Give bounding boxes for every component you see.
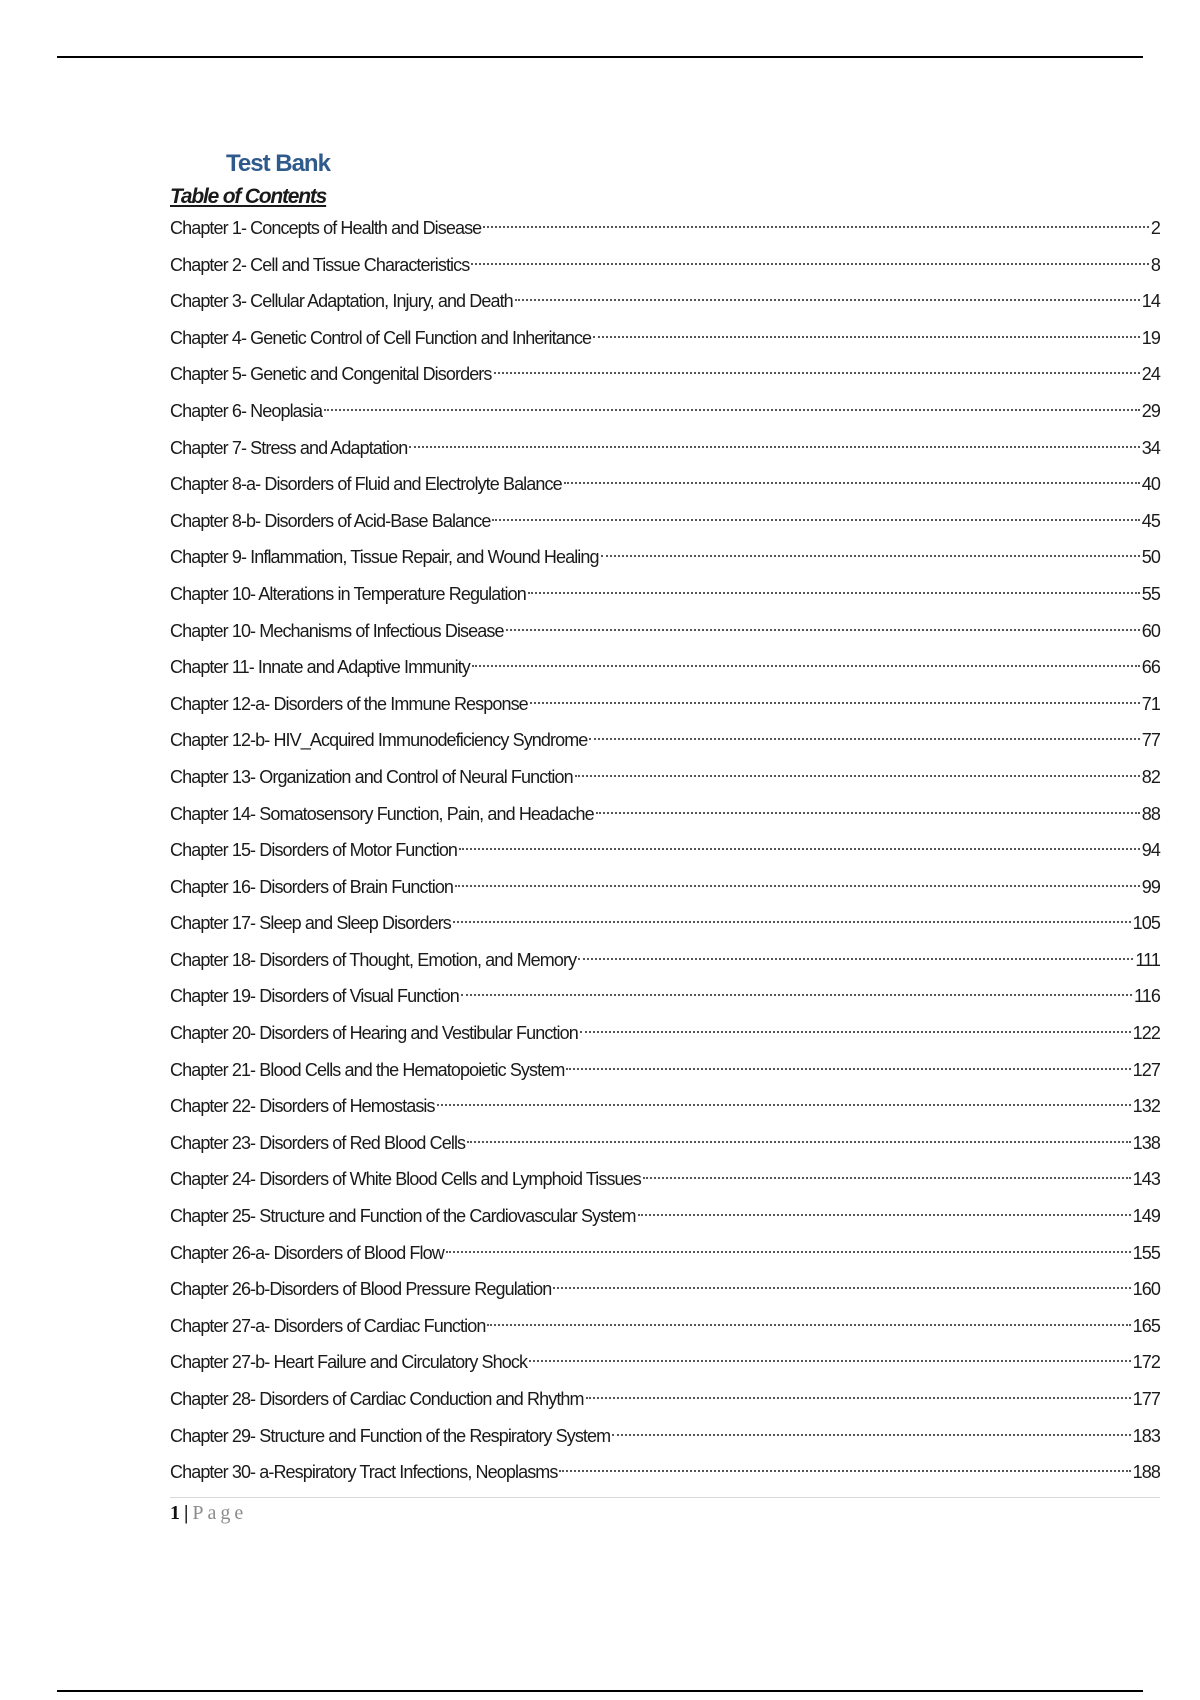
toc-entry-label: Chapter 19- Disorders of Visual Function bbox=[170, 986, 459, 1007]
toc-entry[interactable] bbox=[170, 613, 1160, 650]
toc-dot-leader bbox=[472, 665, 1140, 667]
toc-entry[interactable] bbox=[170, 576, 1160, 613]
toc-entry-label: Chapter 29- Structure and Function of the Respiratory System bbox=[170, 1425, 611, 1446]
toc-entry-page: 71 bbox=[1141, 693, 1160, 714]
toc-entry[interactable] bbox=[170, 356, 1160, 393]
toc-dot-leader bbox=[471, 263, 1149, 265]
toc-dot-leader bbox=[324, 409, 1140, 411]
toc-entry-label: Chapter 5- Genetic and Congenital Disorders bbox=[170, 364, 492, 385]
toc-entry-page: 99 bbox=[1141, 876, 1160, 897]
toc-entry[interactable] bbox=[170, 210, 1160, 247]
toc-entry[interactable] bbox=[170, 1161, 1160, 1198]
toc-dot-leader bbox=[578, 958, 1133, 960]
toc-dot-leader bbox=[559, 1470, 1130, 1472]
toc-entry-label: Chapter 15- Disorders of Motor Function bbox=[170, 840, 458, 861]
toc-dot-leader bbox=[453, 921, 1131, 923]
toc-entry-page: 188 bbox=[1132, 1462, 1160, 1483]
top-rule bbox=[57, 56, 1143, 58]
toc-entry-label: Chapter 26-b-Disorders of Blood Pressure Regulation bbox=[170, 1279, 552, 1300]
toc-entry[interactable] bbox=[170, 1344, 1160, 1381]
toc-dot-leader bbox=[564, 482, 1140, 484]
toc-entry-label: Chapter 4- Genetic Control of Cell Function and Inheritance bbox=[170, 327, 592, 348]
toc-entry-page: 132 bbox=[1132, 1096, 1160, 1117]
toc-dot-leader bbox=[437, 1104, 1131, 1106]
toc-entry-page: 94 bbox=[1141, 840, 1160, 861]
toc-dot-leader bbox=[528, 592, 1140, 594]
toc-entry-page: 155 bbox=[1132, 1242, 1160, 1263]
toc-entry-label: Chapter 1- Concepts of Health and Disease bbox=[170, 218, 482, 238]
toc-dot-leader bbox=[638, 1214, 1131, 1216]
toc-entry-label: Chapter 9- Inflammation, Tissue Repair, and Wound Healing bbox=[170, 547, 599, 568]
toc-entry-label: Chapter 2- Cell and Tissue Characteristics bbox=[170, 254, 470, 275]
toc-dot-leader bbox=[461, 994, 1132, 996]
toc-entry-page: 60 bbox=[1141, 620, 1160, 641]
toc-entry[interactable] bbox=[170, 686, 1160, 723]
toc-entry[interactable] bbox=[170, 503, 1160, 540]
toc-dot-leader bbox=[487, 1324, 1130, 1326]
toc-entry[interactable] bbox=[170, 869, 1160, 906]
toc-entry[interactable] bbox=[170, 1015, 1160, 1052]
toc-entry[interactable] bbox=[170, 1418, 1160, 1455]
footer-separator: | bbox=[184, 1502, 189, 1524]
toc-entry[interactable] bbox=[170, 1088, 1160, 1125]
toc-entry[interactable] bbox=[170, 759, 1160, 796]
toc-entry-label: Chapter 24- Disorders of White Blood Cells and Lymphoid Tissues bbox=[170, 1169, 641, 1190]
toc-entry[interactable] bbox=[170, 430, 1160, 467]
toc-entry-page: 24 bbox=[1141, 364, 1160, 385]
toc-entry-label: Chapter 11- Innate and Adaptive Immunity bbox=[170, 657, 470, 678]
toc-entry-label: Chapter 30- a-Respiratory Tract Infections, Neoplasms bbox=[170, 1462, 558, 1483]
toc-entry-label: Chapter 17- Sleep and Sleep Disorders bbox=[170, 913, 451, 934]
toc-entry-page: 82 bbox=[1141, 766, 1160, 787]
toc-dot-leader bbox=[589, 738, 1139, 740]
toc-entry[interactable] bbox=[170, 1308, 1160, 1345]
page-number: 1 bbox=[170, 1502, 180, 1524]
toc-entry-label: Chapter 26-a- Disorders of Blood Flow bbox=[170, 1242, 444, 1263]
bottom-rule bbox=[57, 1690, 1143, 1692]
toc-entry-page: 29 bbox=[1141, 400, 1160, 421]
toc-entry-label: Chapter 23- Disorders of Red Blood Cells bbox=[170, 1132, 466, 1153]
toc-entry-page: 160 bbox=[1132, 1279, 1160, 1300]
toc-entry-label: Chapter 21- Blood Cells and the Hematopoietic System bbox=[170, 1059, 565, 1080]
toc-entry-label: Chapter 14- Somatosensory Function, Pain, and Headache bbox=[170, 803, 594, 824]
toc-entry[interactable] bbox=[170, 1235, 1160, 1272]
toc-entry[interactable] bbox=[170, 1125, 1160, 1162]
toc-entry-label: Chapter 10- Mechanisms of Infectious Disease bbox=[170, 620, 504, 641]
toc-entry-label: Chapter 8-a- Disorders of Fluid and Electrolyte Balance bbox=[170, 474, 562, 495]
toc-entry-page: 14 bbox=[1141, 291, 1160, 312]
toc-entry-label: Chapter 18- Disorders of Thought, Emotion, and Memory bbox=[170, 949, 577, 970]
toc-entry-page: 138 bbox=[1132, 1132, 1160, 1153]
toc-entry-page: 88 bbox=[1141, 803, 1160, 824]
toc-entry-page: 34 bbox=[1141, 437, 1160, 458]
toc-entry-label: Chapter 7- Stress and Adaptation bbox=[170, 437, 408, 458]
toc-dot-leader bbox=[409, 446, 1139, 448]
toc-entry-label: Chapter 12-b- HIV_Acquired Immunodeficiency Syndrome bbox=[170, 730, 588, 751]
toc-dot-leader bbox=[580, 1031, 1131, 1033]
toc-entry-page: 143 bbox=[1132, 1169, 1160, 1190]
toc-entry[interactable] bbox=[170, 832, 1160, 869]
toc-entry-label: Chapter 13- Organization and Control of Neural Function bbox=[170, 766, 573, 787]
toc-entry-label: Chapter 22- Disorders of Hemostasis bbox=[170, 1096, 435, 1117]
toc-dot-leader bbox=[586, 1397, 1131, 1399]
toc-entry-page: 66 bbox=[1141, 657, 1160, 678]
toc-dot-leader bbox=[506, 629, 1140, 631]
toc-entry-label: Chapter 20- Disorders of Hearing and Vestibular Function bbox=[170, 1023, 578, 1044]
toc-entry-page: 8 bbox=[1150, 254, 1160, 275]
toc-entry[interactable] bbox=[170, 466, 1160, 503]
toc-dot-leader bbox=[596, 812, 1140, 814]
toc-dot-leader bbox=[575, 775, 1140, 777]
toc-entry-page: 127 bbox=[1132, 1059, 1160, 1080]
toc-dot-leader bbox=[492, 519, 1139, 521]
toc-entry-page: 111 bbox=[1135, 949, 1160, 970]
toc-entry-label: Chapter 25- Structure and Function of the Cardiovascular System bbox=[170, 1206, 636, 1227]
toc-dot-leader bbox=[483, 226, 1149, 228]
toc-entry-page: 105 bbox=[1132, 913, 1160, 934]
toc-entry-page: 40 bbox=[1141, 474, 1160, 495]
toc-entry-page: 116 bbox=[1134, 986, 1160, 1007]
toc-dot-leader bbox=[446, 1251, 1131, 1253]
toc-heading: Table of Contents bbox=[170, 185, 327, 208]
toc-entry-label: Chapter 10- Alterations in Temperature Regulation bbox=[170, 583, 526, 604]
page-word: Page bbox=[192, 1502, 248, 1524]
toc-entry-page: 122 bbox=[1132, 1023, 1160, 1044]
page-footer bbox=[170, 1502, 247, 1525]
toc-dot-leader bbox=[467, 1141, 1131, 1143]
toc-entry[interactable] bbox=[170, 247, 1160, 284]
document-title: Test Bank bbox=[226, 150, 330, 177]
toc-entry-label: Chapter 27-a- Disorders of Cardiac Function bbox=[170, 1315, 486, 1336]
footer-divider bbox=[170, 1497, 1160, 1498]
toc-entry[interactable] bbox=[170, 1198, 1160, 1235]
toc-entry-page: 50 bbox=[1141, 547, 1160, 568]
toc-entry-label: Chapter 12-a- Disorders of the Immune Response bbox=[170, 693, 528, 714]
toc-entry-page: 172 bbox=[1132, 1352, 1160, 1373]
toc-dot-leader bbox=[553, 1287, 1130, 1289]
toc-dot-leader bbox=[566, 1068, 1130, 1070]
toc-entry[interactable] bbox=[170, 942, 1160, 979]
toc-entry[interactable] bbox=[170, 1271, 1160, 1308]
toc-entry[interactable] bbox=[170, 1052, 1160, 1089]
toc-dot-leader bbox=[593, 336, 1140, 338]
toc-entry-label: Chapter 28- Disorders of Cardiac Conduction and Rhythm bbox=[170, 1389, 584, 1409]
toc-entry-page: 19 bbox=[1141, 327, 1160, 348]
toc-entry-page: 183 bbox=[1132, 1425, 1160, 1446]
toc-dot-leader bbox=[494, 372, 1140, 374]
table-of-contents bbox=[170, 210, 1160, 1491]
toc-entry[interactable] bbox=[170, 320, 1160, 357]
toc-entry-label: Chapter 16- Disorders of Brain Function bbox=[170, 876, 454, 897]
toc-entry[interactable] bbox=[170, 649, 1160, 686]
toc-entry-label: Chapter 6- Neoplasia bbox=[170, 400, 323, 421]
toc-entry[interactable] bbox=[170, 722, 1160, 759]
toc-entry-page: 55 bbox=[1141, 583, 1160, 604]
toc-entry[interactable] bbox=[170, 905, 1160, 942]
toc-dot-leader bbox=[515, 299, 1140, 301]
toc-dot-leader bbox=[455, 885, 1140, 887]
toc-entry-page: 2 bbox=[1150, 218, 1160, 238]
toc-entry[interactable] bbox=[170, 539, 1160, 576]
toc-dot-leader bbox=[529, 1360, 1131, 1362]
toc-entry-page: 165 bbox=[1132, 1315, 1160, 1336]
toc-entry[interactable] bbox=[170, 283, 1160, 320]
toc-dot-leader bbox=[612, 1434, 1130, 1436]
toc-entry[interactable] bbox=[170, 1454, 1160, 1491]
toc-dot-leader bbox=[601, 555, 1140, 557]
toc-entry[interactable] bbox=[170, 1381, 1160, 1418]
toc-entry-page: 77 bbox=[1141, 730, 1160, 751]
toc-entry[interactable] bbox=[170, 978, 1160, 1015]
toc-entry-page: 45 bbox=[1141, 510, 1160, 531]
toc-entry-label: Chapter 3- Cellular Adaptation, Injury, and Death bbox=[170, 291, 513, 312]
toc-dot-leader bbox=[643, 1177, 1131, 1179]
toc-entry-page: 149 bbox=[1132, 1206, 1160, 1227]
toc-entry[interactable] bbox=[170, 393, 1160, 430]
toc-entry-page: 177 bbox=[1132, 1389, 1160, 1409]
toc-entry-label: Chapter 27-b- Heart Failure and Circulatory Shock bbox=[170, 1352, 528, 1373]
toc-entry-label: Chapter 8-b- Disorders of Acid-Base Balance bbox=[170, 510, 491, 531]
toc-dot-leader bbox=[459, 848, 1140, 850]
toc-dot-leader bbox=[530, 702, 1140, 704]
toc-entry[interactable] bbox=[170, 796, 1160, 833]
